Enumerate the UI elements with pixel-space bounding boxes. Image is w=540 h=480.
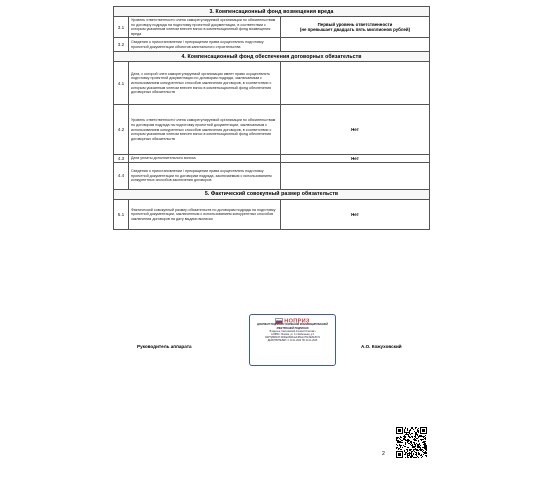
- section-header: [114, 7, 430, 17]
- stamp-line: 123986 г. Москва, ул. 3-я Кабельная, д.3: [271, 333, 314, 336]
- section-title: 5. Фактический совокупный размер обязательств: [114, 189, 430, 199]
- row-value: Нет: [281, 155, 430, 163]
- row-number: 4.1: [114, 62, 129, 105]
- row-value: Первый уровень ответственности (не превышает двадцать пять миллионов рублей): [281, 17, 430, 38]
- row-description: Уровень ответственности члена саморегулируемой организации по обязательствам по договору подряда на подготовку проектной документации, в соответствии с которым указанным членом внесен взнос в компенсационный фонд возмещения вреда: [129, 17, 281, 38]
- stamp-line: Владелец: Кожуховский Алексей Олегович: [269, 330, 316, 333]
- stamp-line: ДОКУМЕНТ ПОДПИСАН УСИЛЕННОЙ КВАЛИФИЦИРОВАННОЙ: [257, 324, 328, 327]
- stamp-line: СЕРТИФИКАТ 0946a2d90b1e44f5a1c7f0c3d28e5b71: [264, 336, 321, 339]
- page-number: 2: [382, 451, 385, 457]
- row-number: 4.3: [114, 155, 129, 163]
- table-row: [114, 199, 430, 229]
- table-row: [114, 38, 430, 52]
- row-number: 3.1: [114, 17, 129, 38]
- register-extract-table: [113, 6, 430, 230]
- row-description: Уровень ответственности члена саморегулируемой организации по обязательствам по договорам подряда на подготовку проектной документации, заключаемым с использованием конкурентных способов заключения договоров, в соответствии с которым указанным членом внесен взнос в компенсационный фонд обеспечения договорных обязательств: [129, 105, 281, 155]
- row-number: 5.1: [114, 199, 129, 229]
- row-number: 3.2: [114, 38, 129, 52]
- stamp-line: ДЕЙСТВИТЕЛЕН: С 10.11.2024 ПО 10.11.2025: [267, 339, 318, 342]
- section-header: [114, 189, 430, 199]
- table-row: [114, 62, 430, 105]
- row-description: Дата, с которой член саморегулируемой организации имеет право осуществлять подготовку проектной документации по договорам подряда, заключаемым с использованием конкурентных способов заключения договоров, в соответствии с которым указанным членом внесен взнос в компенсационный фонд обеспечения договорных обязательств: [129, 62, 281, 105]
- row-description: Фактический совокупный размер обязательств по договорам подряда на подготовку проектной документации, заключенным с использованием конкурентных способов заключения договоров на дату выдачи выписки: [129, 199, 281, 229]
- row-description: Сведения о приостановлении / прекращении права осуществлять подготовку проектной документации объектов капитального строительства: [129, 38, 281, 52]
- section-header: [114, 52, 430, 62]
- electronic-signature-stamp: [249, 314, 336, 366]
- nopriz-logo: НОПРИЗ: [250, 318, 335, 324]
- section-title: 3. Компенсационный фонд возмещения вреда: [114, 7, 430, 17]
- row-value: [281, 38, 430, 52]
- table-row: [114, 162, 430, 189]
- row-value: Нет: [281, 199, 430, 229]
- row-value: Нет: [281, 105, 430, 155]
- row-description: Дата уплаты дополнительного взноса: [129, 155, 281, 163]
- row-number: 4.2: [114, 105, 129, 155]
- row-value: [281, 62, 430, 105]
- row-description: Сведения о приостановлении / прекращении права осуществлять подготовку проектной документации по договорам подряда, заключаемым с использованием конкурентных способов заключения договоров: [129, 162, 281, 189]
- table-row: [114, 155, 430, 163]
- table-row: [114, 105, 430, 155]
- signatory-name: А.О. Кожуховский: [361, 344, 402, 349]
- stamp-line: ЭЛЕКТРОННОЙ ПОДПИСЬЮ: [276, 327, 309, 330]
- row-number: 4.4: [114, 162, 129, 189]
- section-title: 4. Компенсационный фонд обеспечения договорных обязательств: [114, 52, 430, 62]
- qr-code-icon: [396, 427, 427, 458]
- table-row: [114, 17, 430, 38]
- signatory-role: Руководитель аппарата: [137, 344, 192, 349]
- row-value: [281, 162, 430, 189]
